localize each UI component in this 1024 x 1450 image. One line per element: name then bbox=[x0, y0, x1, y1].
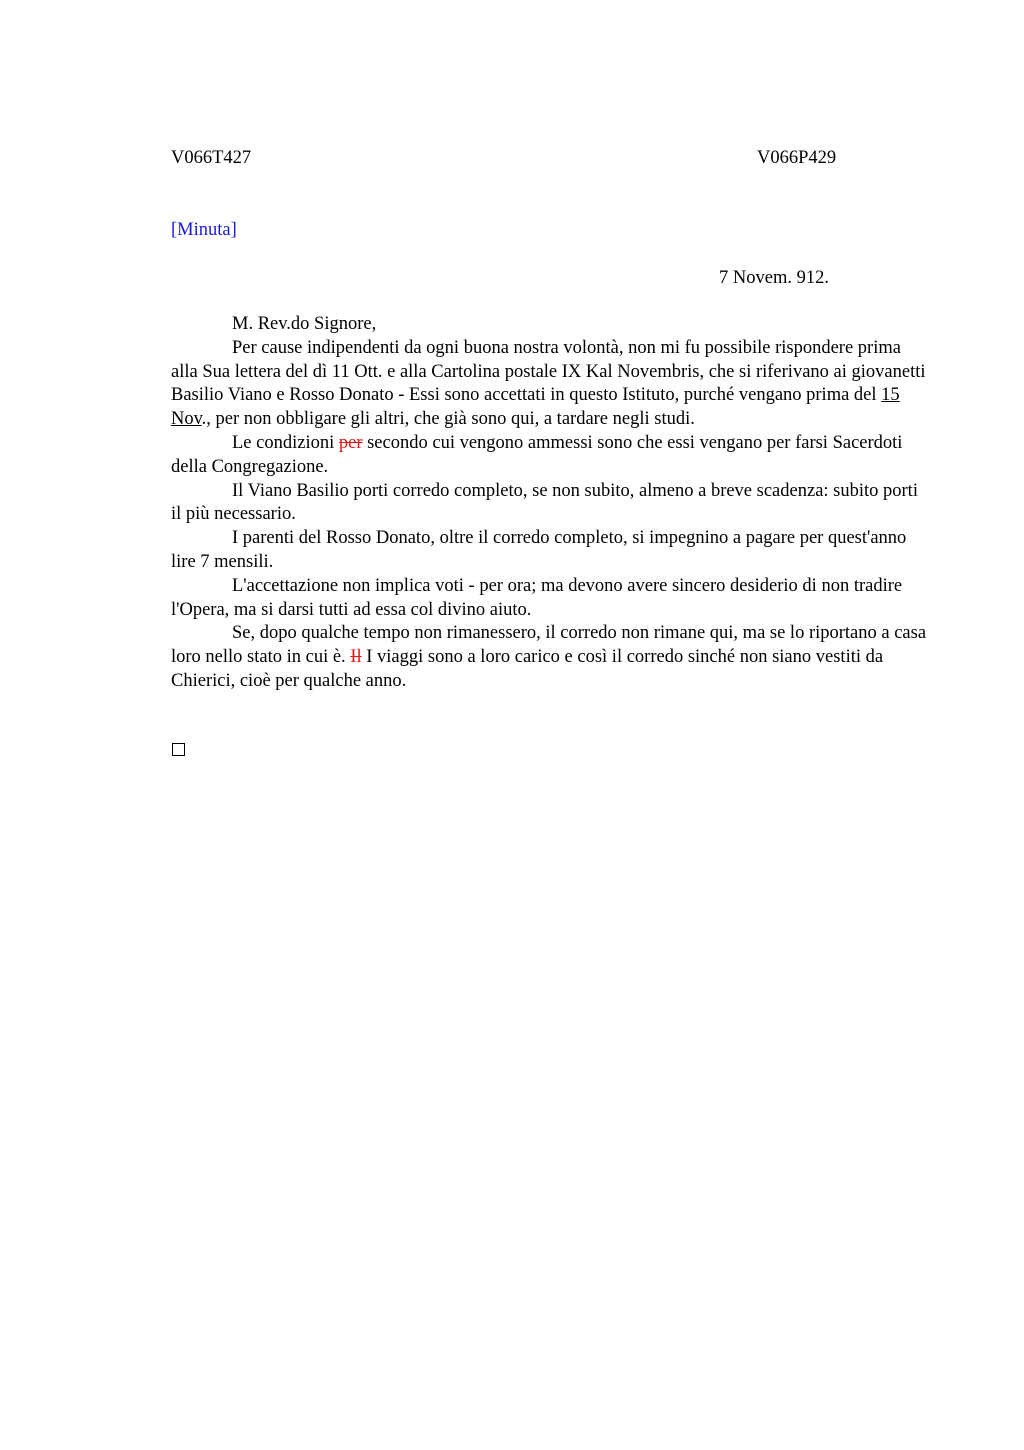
paragraph-4: I parenti del Rosso Donato, oltre il corredo completo, si impegnino a pagare per quest'anno lire 7 mensili. bbox=[171, 528, 907, 572]
paragraph-2 bbox=[171, 432, 931, 480]
paragraph-6 bbox=[171, 622, 931, 693]
paragraph-1 bbox=[171, 337, 931, 432]
deleted-word: Il bbox=[350, 647, 362, 668]
paragraph-2-text-a: Le condizioni bbox=[232, 432, 339, 453]
paragraph-1-text-b: ., per non obbligare gli altri, che già sono qui, a tardare negli studi. bbox=[201, 409, 695, 430]
document-code-left: V066T427 bbox=[171, 148, 252, 168]
paragraph-6-text-b: I viaggi sono a loro carico e così il corredo sinché non siano vestiti da Chierici, cioè per qualche anno. bbox=[171, 647, 884, 691]
document-code-right: V066P429 bbox=[757, 148, 837, 168]
paragraph-1-text-a: Per cause indipendenti da ogni buona nostra volontà, non mi fu possibile rispondere prima alla Sua lettera del dì 11 Ott. e alla Cartolina postale IX Kal Novembris, che si riferivano ai giovanetti Basilio Viano e Rosso Donato - Essi sono accettati in questo Istituto, purché vengano prima del bbox=[171, 337, 926, 406]
empty-square-icon bbox=[172, 743, 185, 756]
paragraph-2-text-b: secondo cui vengono ammessi sono che essi vengano per farsi Sacerdoti della Congregazione. bbox=[171, 432, 903, 477]
paragraph-3: Il Viano Basilio porti corredo completo, se non subito, almeno a breve scadenza: subito porti il più necessario. bbox=[171, 480, 918, 525]
paragraph-6-text-a: Se, dopo qualche tempo non rimanessero, il corredo non rimane qui, ma se lo riportano a casa loro nello stato in cui è. bbox=[171, 623, 927, 668]
deleted-word: per bbox=[338, 432, 363, 453]
minuta-label: [Minuta] bbox=[171, 220, 237, 240]
paragraph-5: L'accettazione non implica voti - per ora; ma devono avere sincero desiderio di non tradire l'Opera, ma si darsi tutti ad essa col divino aiuto. bbox=[171, 575, 903, 620]
underlined-date: 15 Nov bbox=[171, 385, 900, 430]
letter-body bbox=[171, 313, 931, 694]
salutation: M. Rev.do Signore, bbox=[232, 314, 377, 334]
letter-date: 7 Novem. 912. bbox=[719, 268, 829, 288]
